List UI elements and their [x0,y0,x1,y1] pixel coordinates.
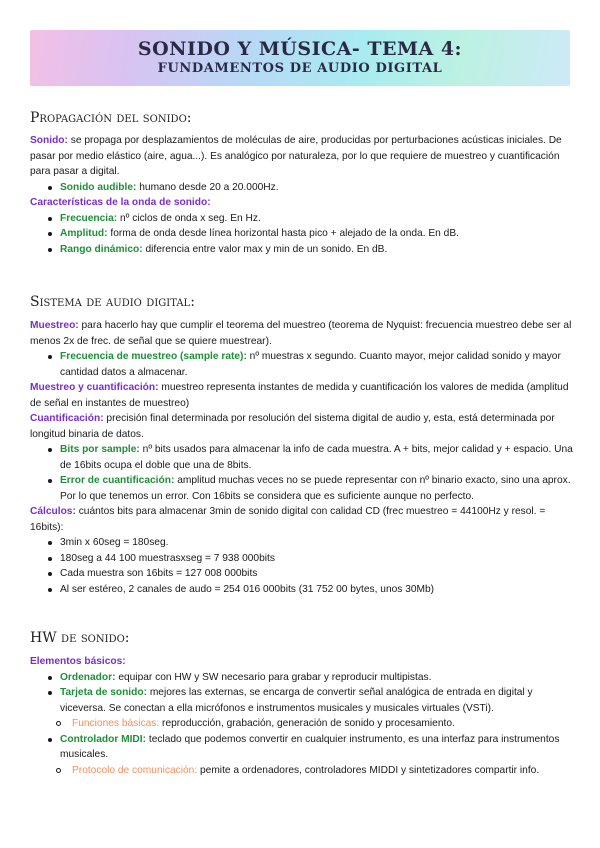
section-heading-hw: HW de sonido: [30,630,130,646]
list-item: Sonido audible: humano desde 20 a 20.000Hz. [30,180,575,196]
list-item: Amplitud: forma de onda desde línea horizontal hasta pico + alejado de la onda. En dB. [30,226,575,242]
list-item: Ordenador: equipar con HW y SW necesario para grabar y reproducir multipistas. [30,670,575,686]
section-sistema: Muestreo: para hacerlo hay que cumplir el teorema del muestreo (teorema de Nyquist: frecuencia muestreo debe ser al menos 2x de frec. de señal que se quiere muestrear). Frecuencia de muestreo (sample rate): nº muestras x segundo. Cuanto mayor, mejor calidad sonido y mayor cantidad datos a almacenar. Muestreo y cuantificación: muestreo representa instantes de medida y cuantificación los valores de medida (amplitud de señal en instantes de muestreo) Cuantificación: precisión final determinada por resolución del sistema digital de audio y, esta, está determinada por longitud binaria de datos. Bits por sample: nº bits usados para almacenar la info de cada muestra. A + bits, mejor calidad y + espacio. Una de 16bits ocupa el doble que una de 8bits. Error de cuantificación: amplitud muchas veces no se puede representar con nº binario exacto, sino una aprox. Por lo que tenemos un error. Con 16bits se considera que es suficiente aunque no perfecto. Cálculos: cuántos bits para almacenar 3min de sonido digital con calidad CD (frec muestreo = 44100Hz y resol. = 16bits): 3min x 60seg = 180seg. 180seg a 44 100 muestrasxseg = 7 938 000bits Cada muestra son 16bits = 127 008 000bits Al ser estéreo, 2 canales de audo = 254 016 000bits (31 752 00 bytes, unos 30Mb) [30,318,575,597]
list-item: Error de cuantificación: amplitud muchas veces no se puede representar con nº binario exacto, sino una aprox. Por lo que tenemos un error. Con 16bits se considera que es suficiente aunque no perfecto. [30,473,575,504]
list-item: Tarjeta de sonido: mejores las externas, se encarga de convertir señal analógica de entrada en digital y viceversa. Se conectan a ella micrófonos e instrumentos musicales y musicales virtuales (VSTi). [30,685,575,716]
list-item: Rango dinámico: diferencia entre valor max y min de un sonido. En dB. [30,242,575,258]
section-hw: Elementos básicos: Ordenador: equipar con HW y SW necesario para grabar y reproducir multipistas. Tarjeta de sonido: mejores las externas, se encarga de convertir señal analógica de entrada en digital y viceversa. Se conectan a ella micrófonos e instrumentos musicales y musicales virtuales (VSTi). Funciones básicas: reproducción, grabación, generación de sonido y procesamiento. Controlador MIDI: teclado que podemos convertir en cualquier instrumento, es una interfaz para instrumentos musicales. Protocolo de comunicación: pemite a ordenadores, controladores MIDDI y sintetizadores compartir info. [30,654,575,778]
section-propagacion [30,133,575,257]
list-item: Frecuencia de muestreo (sample rate): nº muestras x segundo. Cuanto mayor, mejor calidad sonido y mayor cantidad datos a almacenar. [30,349,575,380]
paragraph-sonido: Sonido: se propaga por desplazamientos de moléculas de aire, producidas por perturbaciones acústicas iniciales. De pasar por medio elástico (aire, agua...). Es analógico por naturaleza, por lo que requiere de muestreo y cuantificación para pasar a digital. [30,135,562,177]
list-item: 180seg a 44 100 muestrasxseg = 7 938 000bits [30,551,575,567]
title-banner [30,30,570,86]
list-item: Cada muestra son 16bits = 127 008 000bits [30,566,575,582]
list-item: Frecuencia: nº ciclos de onda x seg. En Hz. [30,211,575,227]
page-title: SONIDO Y MÚSICA- TEMA 4: [137,38,463,60]
page-subtitle: FUNDAMENTOS DE AUDIO DIGITAL [157,61,443,76]
section-heading-sistema: Sistema de audio digital: [30,294,195,310]
label-sonido: Sonido: [30,135,68,146]
section-heading-propagacion: Propagación del sonido: [30,110,192,126]
list-item: Bits por sample: nº bits usados para almacenar la info de cada muestra. A + bits, mejor calidad y + espacio. Una de 16bits ocupa el doble que una de 8bits. [30,442,575,473]
list-item: Controlador MIDI: teclado que podemos convertir en cualquier instrumento, es una interfaz para instrumentos musicales. [30,732,575,763]
sub-list-item: Funciones básicas: reproducción, grabación, generación de sonido y procesamiento. [30,716,575,732]
sub-list-item: Protocolo de comunicación: pemite a ordenadores, controladores MIDDI y sintetizadores compartir info. [30,763,575,779]
list-item: 3min x 60seg = 180seg. [30,535,575,551]
list-item: Al ser estéreo, 2 canales de audo = 254 016 000bits (31 752 00 bytes, unos 30Mb) [30,582,575,598]
label-caracteristicas: Características de la onda de sonido: [30,197,211,208]
